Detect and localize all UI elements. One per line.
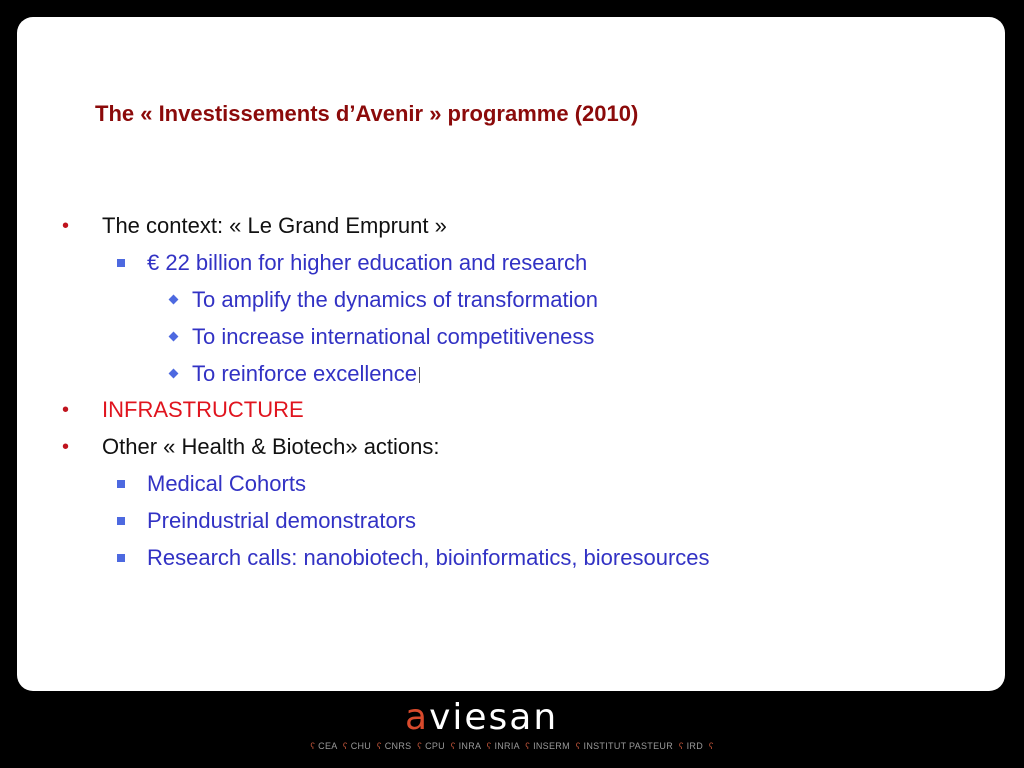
bullet-item xyxy=(62,397,304,423)
bullet-item xyxy=(147,471,306,497)
bullet-text: To amplify the dynamics of transformation xyxy=(192,287,598,312)
bullet-item xyxy=(192,287,598,313)
swirl-icon: ʕ xyxy=(678,741,684,751)
aviesan-logo xyxy=(405,697,558,738)
partner-name: CNRS xyxy=(384,741,412,751)
diamond-bullet-icon xyxy=(169,369,179,379)
bullet-text: Preindustrial demonstrators xyxy=(147,508,417,533)
partner-name: INSTITUT PASTEUR xyxy=(583,741,673,751)
square-bullet-icon xyxy=(117,517,125,525)
bullet-item xyxy=(62,213,447,239)
bullet-text: Other « Health & Biotech» actions: xyxy=(102,434,440,459)
swirl-icon: ʕ xyxy=(486,741,492,751)
slide-canvas xyxy=(17,17,1005,691)
slide-title: The « Investissements d’Avenir » programme (2010) xyxy=(95,101,639,126)
bullet-text: € 22 billion for higher education and research xyxy=(147,250,588,275)
swirl-icon: ʕ xyxy=(525,741,531,751)
square-bullet-icon xyxy=(117,554,125,562)
bullet-text: INFRASTRUCTURE xyxy=(102,397,304,422)
bullet-item xyxy=(147,508,416,534)
bullet-item xyxy=(147,545,710,571)
partner-name: INSERM xyxy=(533,741,570,751)
swirl-icon: ʕ xyxy=(575,741,581,751)
bullet-text: To increase international competitiveness xyxy=(192,324,595,349)
bullet-text: The context: « Le Grand Emprunt » xyxy=(102,213,447,238)
round-bullet-icon: • xyxy=(62,399,70,421)
partner-name: CHU xyxy=(350,741,372,751)
square-bullet-icon xyxy=(117,480,125,488)
swirl-icon: ʕ xyxy=(376,741,382,751)
swirl-icon: ʕ xyxy=(342,741,348,751)
swirl-icon: ʕ xyxy=(708,741,714,751)
text-cursor xyxy=(419,367,420,383)
square-bullet-icon xyxy=(117,259,125,267)
swirl-icon: ʕ xyxy=(450,741,456,751)
partner-name: INRA xyxy=(458,741,481,751)
diamond-bullet-icon xyxy=(169,332,179,342)
round-bullet-icon: • xyxy=(62,215,70,237)
partner-name: INRIA xyxy=(494,741,520,751)
swirl-icon: ʕ xyxy=(417,741,423,751)
bullet-item xyxy=(192,324,594,350)
bullet-item xyxy=(147,250,587,276)
partner-name: CEA xyxy=(318,741,338,751)
bullet-text: To reinforce excellence xyxy=(192,361,418,386)
bullet-item xyxy=(62,434,440,460)
partner-name: CPU xyxy=(425,741,445,751)
diamond-bullet-icon xyxy=(169,295,179,305)
logo-rest: viesan xyxy=(429,697,559,738)
bullet-text: Research calls: nanobiotech, bioinformatics, bioresources xyxy=(147,545,710,570)
swirl-icon: ʕ xyxy=(310,741,316,751)
footer-bar xyxy=(0,691,1024,768)
bullet-text: Medical Cohorts xyxy=(147,471,306,496)
partner-name: IRD xyxy=(686,741,704,751)
logo-initial: a xyxy=(405,697,430,738)
bullet-item xyxy=(192,361,420,387)
partner-list xyxy=(0,741,1024,751)
round-bullet-icon: • xyxy=(62,436,70,458)
